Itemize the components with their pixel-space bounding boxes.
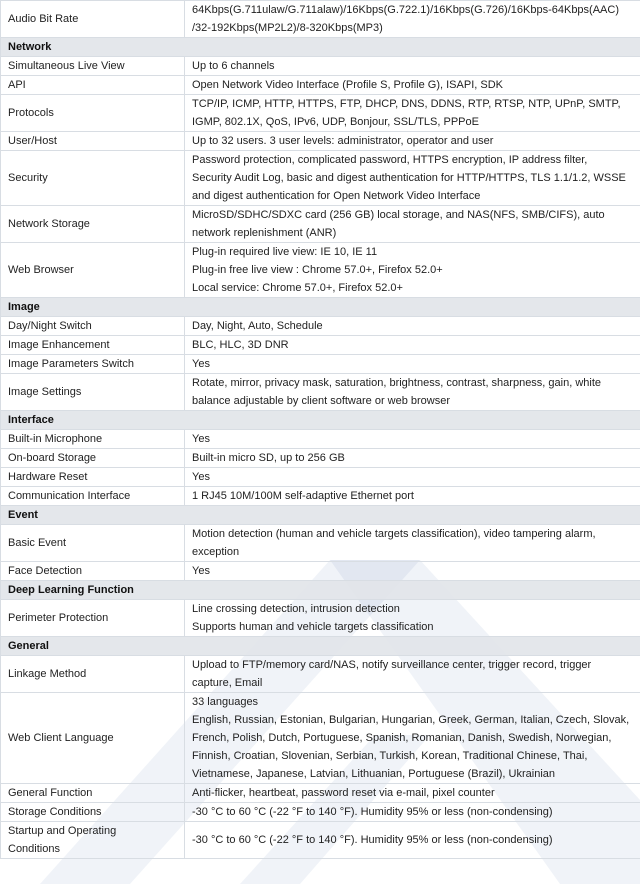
section-title: Event: [1, 506, 640, 525]
spec-row-api: [1, 76, 640, 95]
spec-row-web-browser: [1, 243, 640, 298]
spec-label: Image Settings: [1, 374, 185, 411]
spec-label: Hardware Reset: [1, 468, 185, 487]
spec-row-web-client-language: [1, 693, 640, 784]
spec-value-line: Built-in micro SD, up to 256 GB: [192, 452, 345, 464]
section-title: Network: [1, 38, 640, 57]
spec-label: Web Client Language: [1, 693, 185, 784]
spec-value: [185, 525, 640, 562]
spec-value-line: Yes: [192, 358, 210, 370]
spec-value: [185, 468, 640, 487]
section-header-image: [1, 298, 640, 317]
spec-label: Communication Interface: [1, 487, 185, 506]
spec-value-line: Day, Night, Auto, Schedule: [192, 320, 323, 332]
spec-label: Audio Bit Rate: [1, 1, 185, 38]
spec-value-line: and digest authentication for Open Network Video Interface: [192, 190, 481, 202]
spec-row-storage-conditions: [1, 803, 640, 822]
spec-value-line: Vietnamese, Japanese, Latvian, Lithuanian, Portuguese (Brazil), Ukrainian: [192, 768, 556, 780]
spec-value-line: capture, Email: [192, 677, 263, 689]
spec-label: Linkage Method: [1, 656, 185, 693]
spec-row-basic-event: [1, 525, 640, 562]
spec-label: Basic Event: [1, 525, 185, 562]
spec-value: [185, 355, 640, 374]
spec-value: [185, 822, 640, 859]
spec-label: Day/Night Switch: [1, 317, 185, 336]
spec-value-line: BLC, HLC, 3D DNR: [192, 339, 289, 351]
spec-value: [185, 656, 640, 693]
spec-row-image-settings: [1, 374, 640, 411]
spec-label: Perimeter Protection: [1, 600, 185, 637]
spec-value-line: Open Network Video Interface (Profile S, Profile G), ISAPI, SDK: [192, 79, 503, 91]
spec-value: [185, 57, 640, 76]
section-title: Deep Learning Function: [1, 581, 640, 600]
spec-value: [185, 243, 640, 298]
spec-value: [185, 449, 640, 468]
spec-row-day-night-switch: [1, 317, 640, 336]
spec-value: [185, 600, 640, 637]
spec-value-line: -30 °C to 60 °C (-22 °F to 140 °F). Humidity 95% or less (non-condensing): [192, 834, 553, 846]
spec-label: Web Browser: [1, 243, 185, 298]
spec-row-audio-bit-rate: [1, 1, 640, 38]
spec-value: [185, 562, 640, 581]
spec-value-line: IGMP, 802.1X, QoS, IPv6, UDP, Bonjour, SSL/TLS, PPPoE: [192, 116, 479, 128]
spec-label: Image Parameters Switch: [1, 355, 185, 374]
spec-value-line: /32-192Kbps(MP2L2)/8-320Kbps(MP3): [192, 22, 383, 34]
spec-value-line: Yes: [192, 433, 210, 445]
spec-row-general-function: [1, 784, 640, 803]
spec-value-line: Up to 6 channels: [192, 60, 275, 72]
spec-value-line: exception: [192, 546, 240, 558]
spec-label: User/Host: [1, 132, 185, 151]
spec-row-network-storage: [1, 206, 640, 243]
spec-label-line: Conditions: [8, 843, 60, 855]
spec-value-line: Yes: [192, 471, 210, 483]
spec-value: [185, 151, 640, 206]
spec-value-line: TCP/IP, ICMP, HTTP, HTTPS, FTP, DHCP, DNS, DDNS, RTP, RTSP, NTP, UPnP, SMTP,: [192, 98, 621, 110]
section-header-deep-learning-function: [1, 581, 640, 600]
spec-value: [185, 374, 640, 411]
spec-value-line: Plug-in free live view : Chrome 57.0+, Firefox 52.0+: [192, 264, 443, 276]
section-header-general: [1, 637, 640, 656]
spec-value-line: 64Kbps(G.711ulaw/G.711alaw)/16Kbps(G.722.1)/16Kbps(G.726)/16Kbps-64Kbps(AAC): [192, 4, 619, 16]
spec-value-line: Password protection, complicated password, HTTPS encryption, IP address filter,: [192, 154, 588, 166]
section-title: General: [1, 637, 640, 656]
section-header-interface: [1, 411, 640, 430]
spec-value-line: Line crossing detection, intrusion detection: [192, 603, 400, 615]
spec-value-line: balance adjustable by client software or web browser: [192, 395, 451, 407]
spec-row-on-board-storage: [1, 449, 640, 468]
spec-label-line: Startup and Operating: [8, 825, 117, 837]
spec-value-line: Security Audit Log, basic and digest authentication for HTTP/HTTPS, TLS 1.1/1.2, WSSE: [192, 172, 626, 184]
spec-row-perimeter-protection: [1, 600, 640, 637]
spec-value: [185, 784, 640, 803]
spec-label: Protocols: [1, 95, 185, 132]
spec-label: API: [1, 76, 185, 95]
spec-row-protocols: [1, 95, 640, 132]
spec-row-face-detection: [1, 562, 640, 581]
spec-label: Simultaneous Live View: [1, 57, 185, 76]
spec-value-line: 1 RJ45 10M/100M self-adaptive Ethernet port: [192, 490, 414, 502]
spec-label: Image Enhancement: [1, 336, 185, 355]
spec-value: [185, 132, 640, 151]
spec-row-hardware-reset: [1, 468, 640, 487]
spec-value-line: Yes: [192, 565, 210, 577]
spec-value-line: 33 languages: [192, 696, 259, 708]
spec-value-line: French, Polish, Dutch, Portuguese, Spanish, Romanian, Danish, Swedish, Norwegian,: [192, 732, 612, 744]
spec-value-line: -30 °C to 60 °C (-22 °F to 140 °F). Humidity 95% or less (non-condensing): [192, 806, 553, 818]
spec-value: [185, 693, 640, 784]
spec-value: [185, 1, 640, 38]
spec-row-security: [1, 151, 640, 206]
spec-value-line: Supports human and vehicle targets classification: [192, 621, 434, 633]
spec-label: Storage Conditions: [1, 803, 185, 822]
spec-label: General Function: [1, 784, 185, 803]
section-title: Image: [1, 298, 640, 317]
spec-label: On-board Storage: [1, 449, 185, 468]
spec-value-line: Motion detection (human and vehicle targets classification), video tampering alarm,: [192, 528, 596, 540]
section-title: Interface: [1, 411, 640, 430]
spec-row-communication-interface: [1, 487, 640, 506]
spec-value: [185, 336, 640, 355]
spec-value: [185, 95, 640, 132]
spec-value-line: Anti-flicker, heartbeat, password reset via e-mail, pixel counter: [192, 787, 495, 799]
spec-row-simultaneous-live-view: [1, 57, 640, 76]
spec-label: Network Storage: [1, 206, 185, 243]
spec-value-line: Up to 32 users. 3 user levels: administrator, operator and user: [192, 135, 494, 147]
spec-value: [185, 206, 640, 243]
spec-row-image-parameters-switch: [1, 355, 640, 374]
spec-row-built-in-microphone: [1, 430, 640, 449]
spec-value-line: Local service: Chrome 57.0+, Firefox 52.0+: [192, 282, 403, 294]
spec-value: [185, 317, 640, 336]
spec-value: [185, 803, 640, 822]
spec-value: [185, 430, 640, 449]
section-header-event: [1, 506, 640, 525]
spec-row-linkage-method: [1, 656, 640, 693]
spec-row-image-enhancement: [1, 336, 640, 355]
spec-row-startup-and-operating-conditions: [1, 822, 640, 859]
spec-value-line: Rotate, mirror, privacy mask, saturation, brightness, contrast, sharpness, gain, white: [192, 377, 602, 389]
spec-value-line: Plug-in required live view: IE 10, IE 11: [192, 246, 378, 258]
spec-row-user-host: [1, 132, 640, 151]
spec-value-line: English, Russian, Estonian, Bulgarian, Hungarian, Greek, German, Italian, Czech, Slovak,: [192, 714, 630, 726]
spec-value: [185, 487, 640, 506]
spec-table-body: [1, 1, 640, 859]
spec-value-line: Upload to FTP/memory card/NAS, notify surveillance center, trigger record, trigger: [192, 659, 592, 671]
spec-value-line: Finnish, Croatian, Slovenian, Serbian, Turkish, Korean, Traditional Chinese, Thai,: [192, 750, 588, 762]
spec-label: [1, 822, 185, 859]
spec-label: Built-in Microphone: [1, 430, 185, 449]
spec-value-line: network replenishment (ANR): [192, 227, 337, 239]
section-header-network: [1, 38, 640, 57]
spec-value: [185, 76, 640, 95]
spec-value-line: MicroSD/SDHC/SDXC card (256 GB) local storage, and NAS(NFS, SMB/CIFS), auto: [192, 209, 605, 221]
spec-label: Face Detection: [1, 562, 185, 581]
spec-label: Security: [1, 151, 185, 206]
